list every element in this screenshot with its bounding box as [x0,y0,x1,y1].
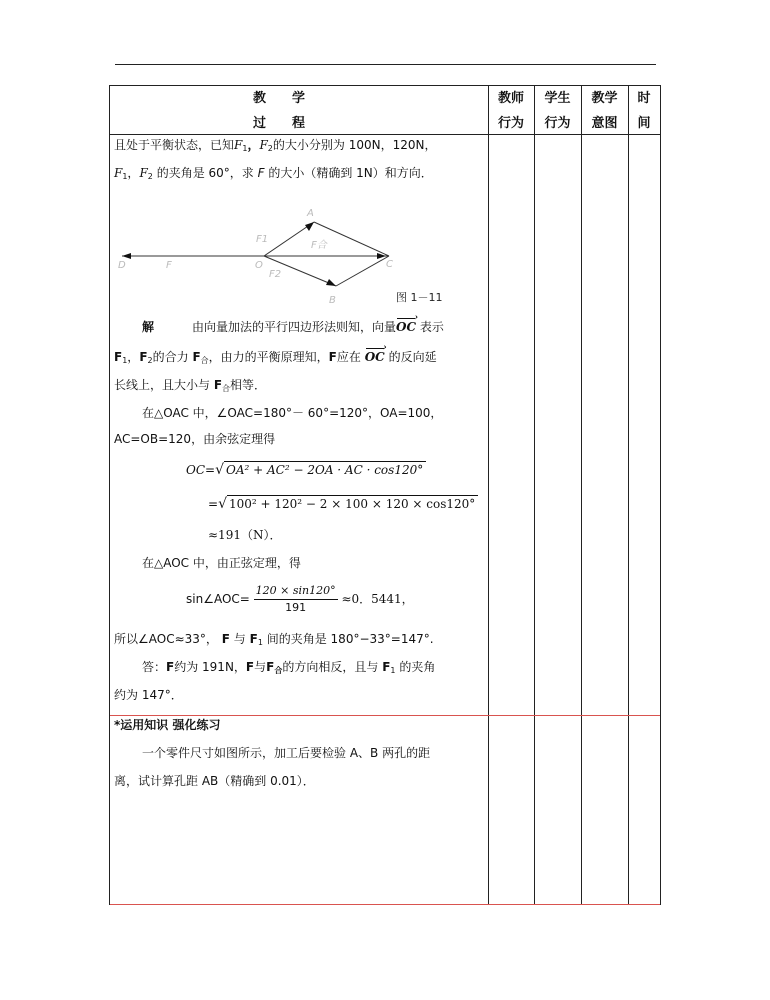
solution-line-2: $F_1$，$F_2$的合力 $F_合$，由力的平衡原理知，F应在 OC › 的反向延 [114,349,486,369]
sine-fraction: $\frac{120 \times \sin 120^\circ}{191}$ [255,584,336,614]
main-content [114,134,484,914]
header-time: 时 间 [637,91,651,131]
figure-caption: 图 1－11 [396,291,443,304]
practice-line-2: 离，试计算孔距 AB（精确到 0.01）． [114,774,315,788]
label-F: F [166,260,172,271]
solution-line-5: AC=OB=120，由余弦定理得 [114,432,276,446]
solution-line-6: 在△AOC 中，由正弦定理，得 [142,556,301,570]
label-D: D [118,260,126,271]
answer-line-2: 约为 147°． [114,688,183,702]
answer-line-1: 答：F约为 191N，F与$F_合$的方向相反，且与 $F_1$ 的夹角 [142,660,436,675]
equation-sine: sin∠AOC= $\frac{120 \times \sin 120^\circ}{191}$ ≈0．5441， [186,584,414,614]
label-Fhe: F合 [311,240,327,251]
col-divider [628,86,629,904]
label-A: A [307,208,314,219]
equation-cosine-1: OC=√ OA² + AC² − 2OA · AC · cos120° [186,461,558,478]
page-header-rule [115,64,656,65]
label-O: O [255,260,263,271]
equation-result: ≈191（N）． [208,528,282,542]
equation-cosine-2: =√ 100² + 120² − 2 × 100 × 120 × cos120° [208,495,580,512]
label-B: B [329,295,336,306]
practice-title: *运用知识 强化练习 [114,718,221,732]
force-parallelogram-figure [114,202,484,312]
arrowhead-A [305,222,314,231]
col-divider [581,86,582,904]
header-teacher-behavior: 教师 行为 [497,91,524,131]
label-C: C [386,259,393,270]
solution-line-4: 在△OAC 中，∠OAC=180°－ 60°=120°，OA=100， [142,406,443,420]
line-BC [336,256,389,286]
practice-line-1: 一个零件尺寸如图所示，加工后要检验 A、B 两孔的距 [142,746,431,760]
arrowhead-D [122,253,131,259]
header-student-behavior: 学生 行为 [544,91,571,131]
arrowhead-B [326,279,336,286]
header-teaching-process: 教 学 过 程 [252,91,305,131]
solution-line-1: 解 由向量加法的平行四边形法则知，向量OC › 表示 [114,319,486,335]
intro-line-2: $F_1$，$F_2$ 的夹角是 60°，求 F 的大小（精确到 1N）和方向． [114,166,433,181]
label-F1: F1 [256,234,269,245]
label-F2: F2 [269,269,282,280]
header-teaching-intent: 教学 意图 [591,91,618,131]
solution-line-7: 所以∠AOC≈33°， F 与 $F_1$ 间的夹角是 180°−33°=147°. [114,632,434,647]
solution-line-3: 长线上，且大小与 $F_合$相等． [114,378,267,393]
intro-line-1: 且处于平衡状态，已知$F_1$，$F_2$的大小分别为 100N，120N， [114,138,437,153]
